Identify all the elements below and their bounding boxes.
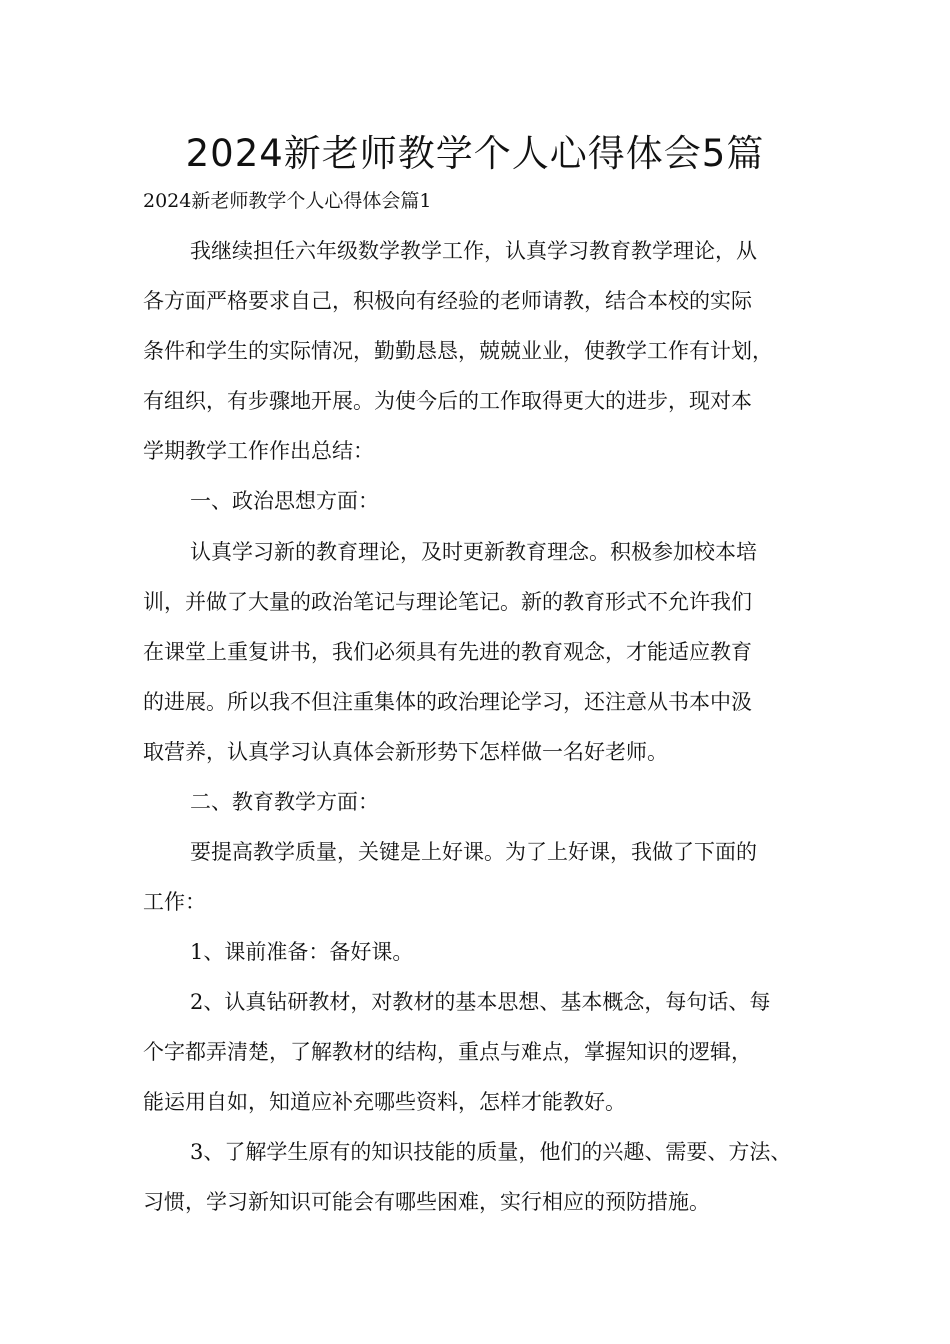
paragraph-line: 有组织，有步骤地开展。为使今后的工作取得更大的进步，现对本: [143, 389, 752, 413]
document-title: 2024新老师教学个人心得体会5篇: [185, 132, 765, 175]
paragraph-line: 认真学习新的教育理论，及时更新教育理念。积极参加校本培: [190, 540, 757, 564]
paragraph-line: 工作：: [143, 890, 206, 914]
paragraph-line: 能运用自如，知道应补充哪些资料，怎样才能教好。: [143, 1090, 626, 1114]
list-item: 3、了解学生原有的知识技能的质量，他们的兴趣、需要、方法、: [190, 1140, 792, 1164]
paragraph-line: 学期教学工作作出总结：: [143, 439, 374, 463]
section-heading: 2024新老师教学个人心得体会篇1: [143, 190, 432, 212]
paragraph-line: 的进展。所以我不但注重集体的政治理论学习，还注意从书本中汲: [143, 690, 752, 714]
paragraph-line: 训，并做了大量的政治笔记与理论笔记。新的教育形式不允许我们: [143, 590, 752, 614]
paragraph-line: 在课堂上重复讲书，我们必须具有先进的教育观念，才能适应教育: [143, 640, 752, 664]
section-heading-teaching: 二、教育教学方面：: [190, 790, 379, 814]
paragraph-line: 我继续担任六年级数学教学工作，认真学习教育教学理论，从: [190, 239, 757, 263]
section-heading-politics: 一、政治思想方面：: [190, 489, 379, 513]
paragraph-line: 习惯，学习新知识可能会有哪些困难，实行相应的预防措施。: [143, 1190, 710, 1214]
paragraph-line: 各方面严格要求自己，积极向有经验的老师请教，结合本校的实际: [143, 289, 752, 313]
paragraph-line: 要提高教学质量，关键是上好课。为了上好课，我做了下面的: [190, 840, 757, 864]
list-item: 1、课前准备：备好课。: [190, 940, 414, 964]
paragraph-line: 条件和学生的实际情况，勤勤恳恳，兢兢业业，使教学工作有计划，: [143, 339, 773, 363]
paragraph-line: 取营养，认真学习认真体会新形势下怎样做一名好老师。: [143, 740, 668, 764]
list-item: 2、认真钻研教材，对教材的基本思想、基本概念，每句话、每: [190, 990, 771, 1014]
paragraph-line: 个字都弄清楚，了解教材的结构，重点与难点，掌握知识的逻辑，: [143, 1040, 752, 1064]
